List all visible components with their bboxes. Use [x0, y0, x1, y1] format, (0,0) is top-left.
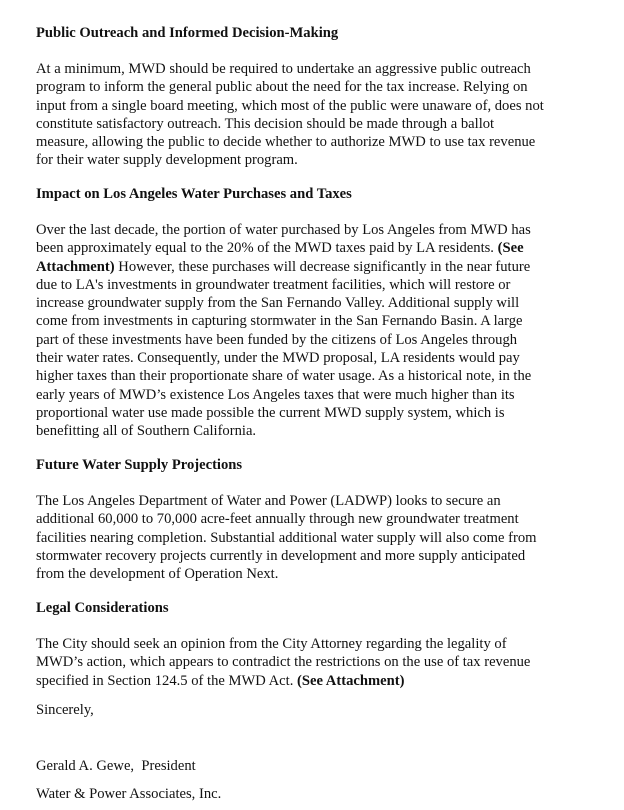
text-line: from the development of Operation Next.	[36, 566, 279, 583]
text-line: come from investments in capturing stormwater in the San Fernando Basin. A large	[36, 313, 523, 330]
text-line: increase groundwater supply from the San Fernando Valley. Additional supply will	[36, 295, 520, 312]
text-line: MWD’s action, which appears to contradict the restrictions on the use of tax revenue	[36, 654, 531, 671]
text-line: constitute satisfactory outreach. This decision should be made through a ballot	[36, 115, 495, 132]
text-line: for their water supply development program.	[36, 152, 298, 169]
text-line: The Los Angeles Department of Water and Power (LADWP) looks to secure an	[36, 493, 501, 509]
section-heading-la-impact: Impact on Los Angeles Water Purchases and Taxes	[36, 186, 352, 202]
section-heading-future-supply: Future Water Supply Projections	[36, 457, 243, 473]
text-line: stormwater recovery projects currently in development and more supply anticipated	[36, 547, 526, 564]
text-line: benefitting all of Southern California.	[36, 423, 257, 440]
text-line: At a minimum, MWD should be required to undertake an aggressive public outreach	[36, 61, 531, 77]
see-attachment-ref: (See	[497, 240, 524, 257]
signature-name: Gerald A. Gewe, President	[36, 758, 196, 774]
text-line: facilities nearing completion. Substantial additional water supply will also come from	[36, 529, 537, 546]
text-line	[36, 672, 530, 690]
paragraph-legal	[36, 635, 530, 690]
text-run: However, these purchases will decrease significantly in the near future	[114, 258, 531, 275]
section-heading-legal: Legal Considerations	[36, 600, 169, 616]
paragraph-la-impact	[36, 221, 531, 441]
text-line: program to inform the general public about the need for the tax increase. Relying on	[36, 79, 528, 96]
text-line: early years of MWD’s existence Los Angeles taxes that were much higher than its	[36, 386, 515, 403]
signature-organization: Water & Power Associates, Inc.	[36, 786, 222, 802]
text-line	[36, 258, 531, 276]
see-attachment-ref: (See Attachment)	[297, 672, 405, 689]
text-line: due to LA's investments in groundwater treatment facilities, which will restore or	[36, 276, 511, 293]
text-run: been approximately equal to the 20% of the MWD taxes paid by LA residents.	[36, 240, 494, 257]
text-line: Over the last decade, the portion of water purchased by Los Angeles from MWD has	[36, 222, 531, 238]
text-line	[36, 239, 531, 257]
section-heading-public-outreach: Public Outreach and Informed Decision-Making	[36, 25, 339, 41]
text-line: input from a single board meeting, which most of the public were unaware of, does not	[36, 97, 544, 114]
text-line: measure, allowing the public to decide whether to authorize MWD to use tax revenue	[36, 134, 536, 151]
paragraph-public-outreach	[36, 60, 544, 170]
see-attachment-ref: Attachment)	[36, 258, 115, 275]
text-line: part of these investments have been funded by the citizens of Los Angeles through	[36, 331, 518, 348]
text-run: specified in Section 124.5 of the MWD Act.	[36, 672, 294, 689]
text-line: their water rates. Consequently, under the MWD proposal, LA residents would pay	[36, 350, 520, 367]
closing-salutation: Sincerely,	[36, 702, 94, 718]
text-line: The City should seek an opinion from the City Attorney regarding the legality of	[36, 636, 507, 652]
text-line: higher taxes than their proportionate share of water usage. As a historical note, in the	[36, 368, 532, 385]
text-line: additional 60,000 to 70,000 acre-feet annually through new groundwater treatment	[36, 511, 519, 528]
paragraph-future-supply	[36, 492, 537, 583]
text-line: proportional water use made possible the current MWD supply system, which is	[36, 404, 505, 421]
